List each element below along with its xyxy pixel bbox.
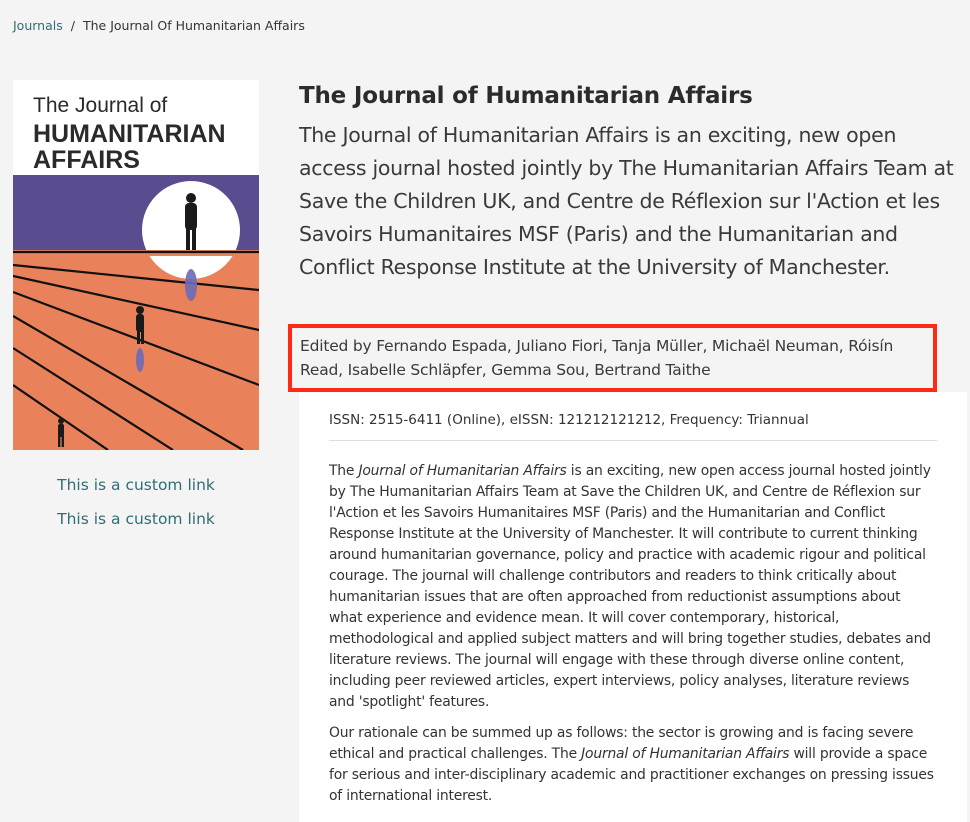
custom-link-1[interactable]: This is a custom link — [57, 476, 215, 494]
p1-post: is an exciting, new open access journal hosted jointly by The Humanitarian Affairs Team at Save the Children UK, and Centre de Réflexion sur l'Action et les Savoirs Humanitaires MSF (Paris) and the Humanitarian and Conflict Response Institute at the University of Manchester. It will contribute to current thinking around humanitarian governance, policy and practice with academic rigour and political courage. The journal will challenge contributors and readers to think critically about humanitarian issues that are often approached from reductionist assumptions about what experience and evidence mean. It will cover contemporary, historical, methodological and applied subject matters and will bring together studies, debates and literature reviews. The journal will engage with these through diverse online content, including peer reviewed articles, expert interviews, policy analyses, literature reviews and 'spotlight' features. — [329, 463, 931, 710]
cover-title-line2: HUMANITARIAN — [33, 120, 226, 148]
journal-description-panel — [299, 392, 967, 822]
description-paragraph-2 — [329, 723, 937, 807]
issn-info: ISSN: 2515-6411 (Online), eISSN: 121212121212, Frequency: Triannual — [329, 412, 937, 441]
breadcrumb-separator: / — [70, 18, 75, 33]
p2-pre: Our rationale can be summed up as follows: the sector is growing and is facing severe ethical and practical challenges. The — [329, 725, 914, 762]
cover-title-line3: AFFAIRS — [33, 146, 140, 174]
cover-title-line1: The Journal of — [33, 94, 168, 117]
breadcrumb-current: The Journal Of Humanitarian Affairs — [82, 18, 305, 33]
cover-ground — [13, 253, 259, 450]
description-paragraph-1 — [329, 461, 937, 713]
journal-lead: The Journal of Humanitarian Affairs is an exciting, new open access journal hosted jointly by The Humanitarian Affairs Team at Save the Children UK, and Centre de Réflexion sur l'Action et les Savoirs Humanitaires MSF (Paris) and the Humanitarian and Conflict Response Institute at the University of Manchester. — [299, 123, 954, 279]
editors-box: Edited by Fernando Espada, Juliano Fiori, Tanja Müller, Michaël Neuman, Róisín Read, Isabelle Schläpfer, Gemma Sou, Bertrand Taithe — [288, 324, 937, 392]
cover-illustration — [13, 80, 259, 450]
breadcrumb-journals-link[interactable]: Journals — [13, 18, 63, 33]
p2-italic: Journal of Humanitarian Affairs — [581, 746, 790, 762]
p2-post: will provide a space for serious and inter-disciplinary academic and practitioner exchanges on pressing issues of international interest. — [329, 746, 934, 804]
custom-link-2[interactable]: This is a custom link — [57, 510, 215, 528]
journal-description — [329, 461, 937, 807]
journal-cover-image — [13, 80, 259, 450]
journal-title: The Journal of Humanitarian Affairs — [299, 83, 753, 109]
custom-links — [13, 468, 259, 536]
breadcrumb — [13, 18, 305, 33]
journal-header — [299, 80, 964, 379]
p1-pre: The — [329, 463, 359, 479]
p1-italic: Journal of Humanitarian Affairs — [358, 463, 567, 479]
